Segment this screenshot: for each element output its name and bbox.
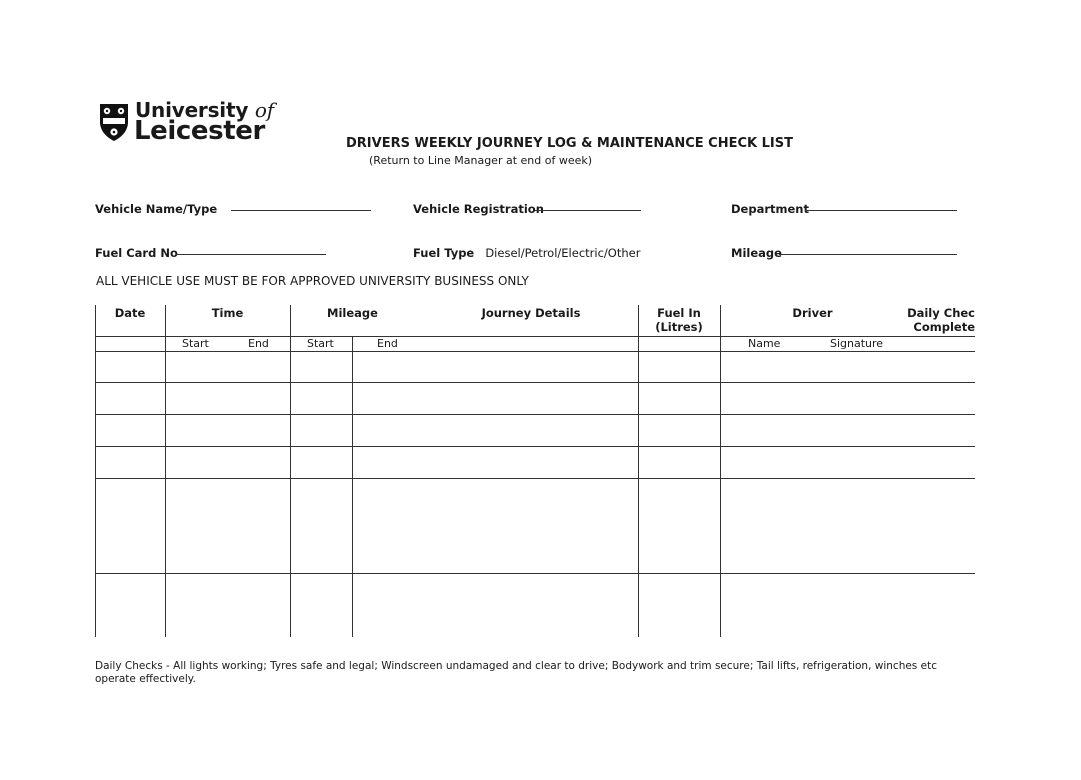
mileage-input-line[interactable] (779, 244, 957, 255)
header-fuel-in-line1: Fuel In (657, 306, 701, 320)
table-row[interactable] (96, 447, 975, 478)
fuel-type-label: Fuel Type (413, 246, 475, 260)
fuel-type-field (413, 242, 640, 261)
header-daily-checks-line2: Complete (913, 320, 975, 334)
subheader-time-start: Start (182, 337, 209, 350)
mileage-field (731, 242, 782, 261)
header-fuel-in (638, 306, 720, 334)
form-subtitle: (Return to Line Manager at end of week) (369, 154, 593, 167)
university-crest-icon (98, 102, 130, 142)
department-field (731, 198, 809, 217)
vehicle-name-label: Vehicle Name/Type (95, 202, 218, 216)
header-mileage: Mileage (327, 306, 378, 320)
approved-use-notice: ALL VEHICLE USE MUST BE FOR APPROVED UNIVERSITY BUSINESS ONLY (96, 274, 529, 288)
fuel-card-field (95, 242, 178, 261)
header-driver: Driver (792, 306, 833, 320)
vehicle-name-input-line[interactable] (231, 200, 371, 211)
logo-leicester-word: Leicester (134, 116, 265, 146)
table-row[interactable] (96, 352, 975, 382)
fuel-card-input-line[interactable] (176, 244, 326, 255)
department-input-line[interactable] (805, 200, 957, 211)
mileage-label: Mileage (731, 246, 782, 260)
table-row[interactable] (96, 574, 975, 637)
vehicle-registration-input-line[interactable] (535, 200, 641, 211)
table-row[interactable] (96, 479, 975, 573)
form-title: DRIVERS WEEKLY JOURNEY LOG & MAINTENANCE CHECK LIST (346, 136, 793, 151)
header-date: Date (114, 306, 146, 320)
logo-of-word: of (254, 98, 274, 122)
subheader-driver-name: Name (748, 337, 781, 350)
table-row[interactable] (96, 415, 975, 446)
fuel-card-label: Fuel Card No (95, 246, 178, 260)
fuel-type-options[interactable]: Diesel/Petrol/Electric/Other (485, 246, 641, 260)
journey-log-table (95, 305, 975, 637)
table-row[interactable] (96, 383, 975, 414)
subheader-time-end: End (248, 337, 269, 350)
header-fuel-in-line2: (Litres) (655, 320, 703, 334)
header-time: Time (211, 306, 244, 320)
header-daily-checks (905, 306, 975, 334)
subheader-driver-signature: Signature (830, 337, 884, 350)
vehicle-registration-label: Vehicle Registration (413, 202, 544, 216)
logo-university-word: University (135, 98, 255, 122)
subheader-mileage-end: End (377, 337, 398, 350)
subheader-mileage-start: Start (307, 337, 334, 350)
header-journey-details: Journey Details (481, 306, 581, 320)
daily-checks-footnote: Daily Checks - All lights working; Tyres safe and legal; Windscreen undamaged and clear to drive; Bodywork and trim secure; Tail lifts, refrigeration, winches etc operate effectively. (95, 660, 937, 685)
header-daily-checks-line1: Daily Chec (907, 306, 975, 320)
department-label: Department (731, 202, 809, 216)
vehicle-name-field (95, 198, 217, 217)
vehicle-registration-field (413, 198, 544, 217)
